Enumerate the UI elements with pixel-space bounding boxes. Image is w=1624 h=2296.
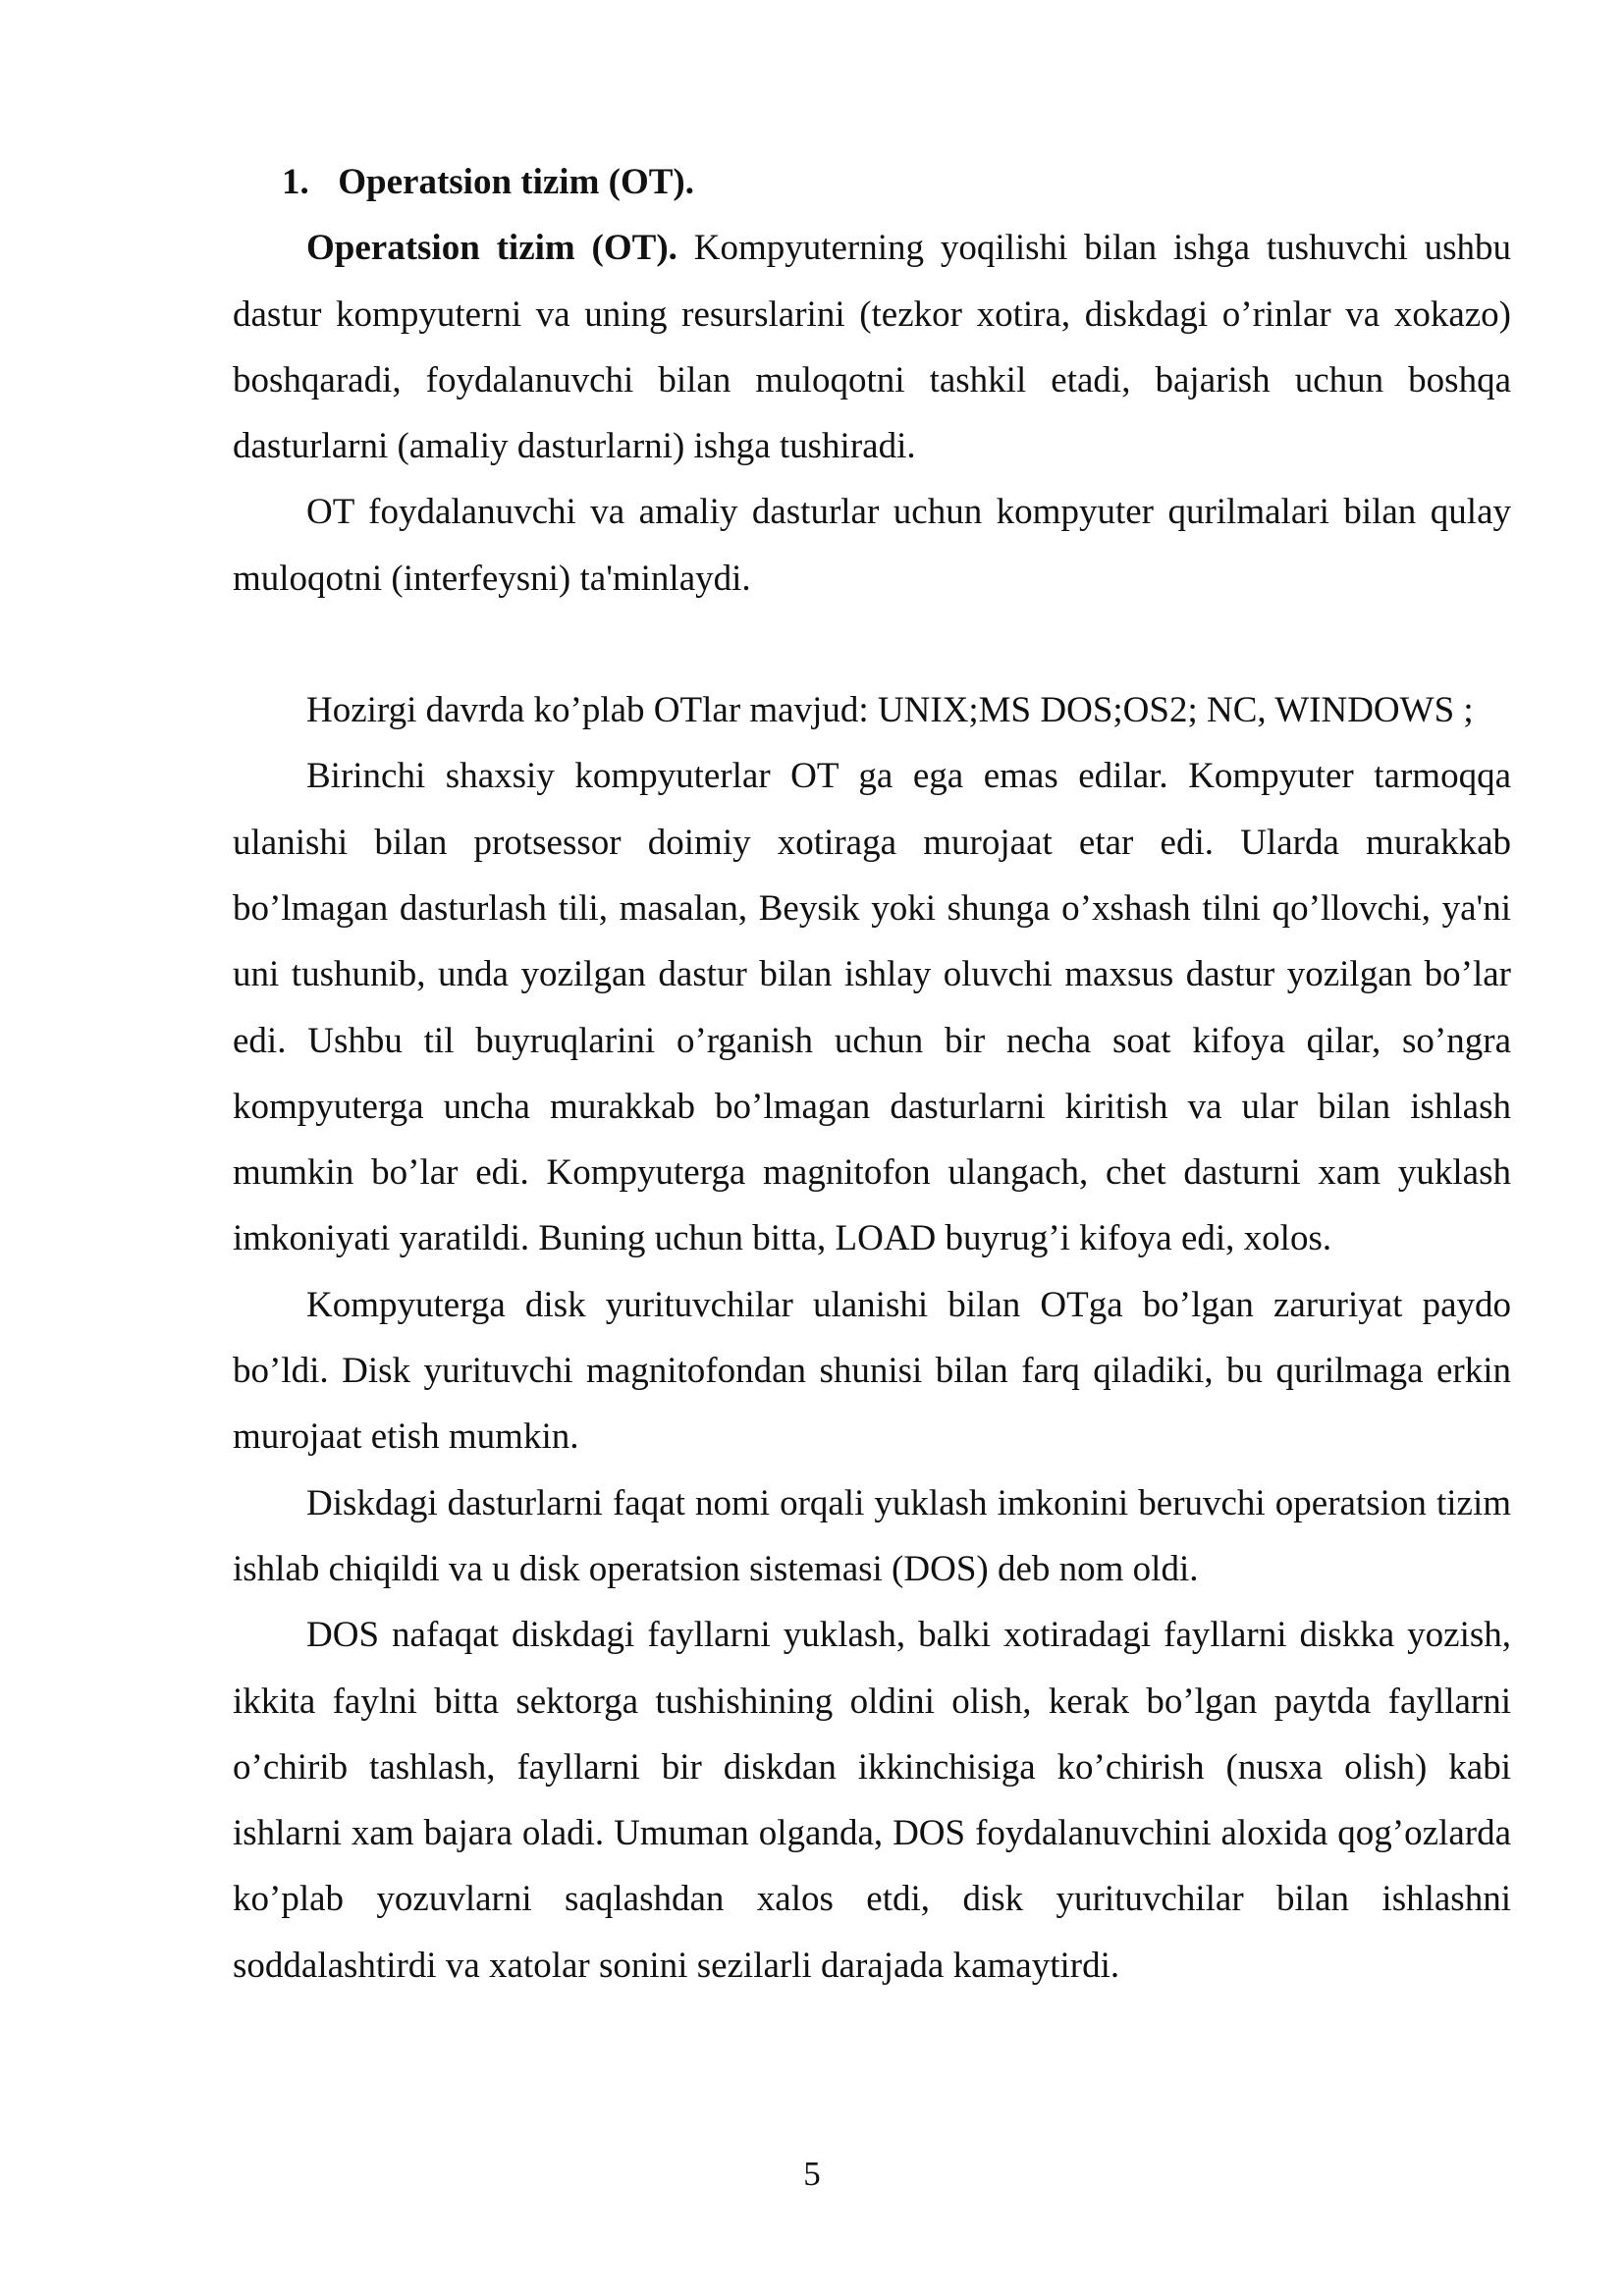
paragraph-history: Birinchi shaxsiy kompyuterlar OT ga ega emas edilar. Kompyuter tarmoqqa ulanishi bilan protsessor doimiy xotiraga murojaat etar edi. Ularda murakkab bo’lmagan dasturlash tili, masalan, Beysik yoki shunga o’xshash tilni qo’llovchi, ya'ni uni tushunib, unda yozilgan dastur bilan ishlay oluvchi maxsus dastur yozilgan bo’lar edi. Ushbu til buyruqlarini o’rganish uchun bir necha soat kifoya qilar, so’ngra kompyuterga uncha murakkab bo’lmagan dasturlarni kiritish va ular bilan ishlash mumkin bo’lar edi. Kompyuterga magnitofon ulangach, chet dasturni xam yuklash imkoniyati yaratildi. Buning uchun bitta, LOAD buyrug’i kifoya edi, xolos. xyxy=(233,756,1511,1259)
paragraph-interface: OT foydalanuvchi va amaliy dasturlar uchun kompyuter qurilmalari bilan qulay muloqotni (interfeysni) ta'minlaydi. xyxy=(233,492,1511,599)
page-number: 5 xyxy=(803,2155,821,2193)
paragraph-os-list: Hozirgi davrda ko’plab OTlar mavjud: UNIX;MS DOS;OS2; NC, WINDOWS ; xyxy=(306,690,1474,731)
section-title: Operatsion tizim (OT). xyxy=(338,162,695,202)
paragraph-dos-features: DOS nafaqat diskdagi fayllarni yuklash, balki xotiradagi fayllarni diskka yozish, ikkita faylni bitta sektorga tushishining oldini olish, kerak bo’lgan paytda fayllarni o’chirib tashlash, fayllarni bir diskdan ikkinchisiga ko’chirish (nusxa olish) kabi ishlarni xam bajara oladi. Umuman olganda, DOS foydalanuvchini aloxida qog’ozlarda ko’plab yozuvlarni saqlashdan xalos etdi, disk yurituvchilar bilan ishlashni soddalashtirdi va xatolar sonini sezilarli darajada kamaytirdi. xyxy=(233,1615,1511,1986)
section-number: 1. xyxy=(282,162,309,202)
paragraph-dos-origin: Diskdagi dasturlarni faqat nomi orqali yuklash imkonini beruvchi operatsion tizim ishlab chiqildi va u disk operatsion sistemasi (DOS) deb nom oldi. xyxy=(233,1482,1511,1589)
document-page xyxy=(233,149,1511,1999)
paragraph-definition-text: Kompyuterning yoqilishi bilan ishga tushuvchi ushbu dastur kompyuterni va uning resurslarini (tezkor xotira, diskdagi o’rinlar va xokazo) boshqaradi, foydalanuvchi bilan muloqotni tashkil etadi, bajarish uchun boshqa dasturlarni (amaliy dasturlarni) ishga tushiradi. xyxy=(233,228,1512,467)
paragraph-lead-term: Operatsion tizim (OT). xyxy=(306,228,677,269)
paragraph-definition xyxy=(233,215,1511,479)
paragraph-spacer xyxy=(233,612,1511,677)
paragraph-disk-drives: Kompyuterga disk yurituvchilar ulanishi bilan OTga bo’lgan zaruriyat paydo bo’ldi. Disk yurituvchi magnitofondan shunisi bilan farq qiladiki, bu qurilmaga erkin murojaat etish mumkin. xyxy=(233,1284,1511,1458)
section-heading xyxy=(233,149,1511,215)
